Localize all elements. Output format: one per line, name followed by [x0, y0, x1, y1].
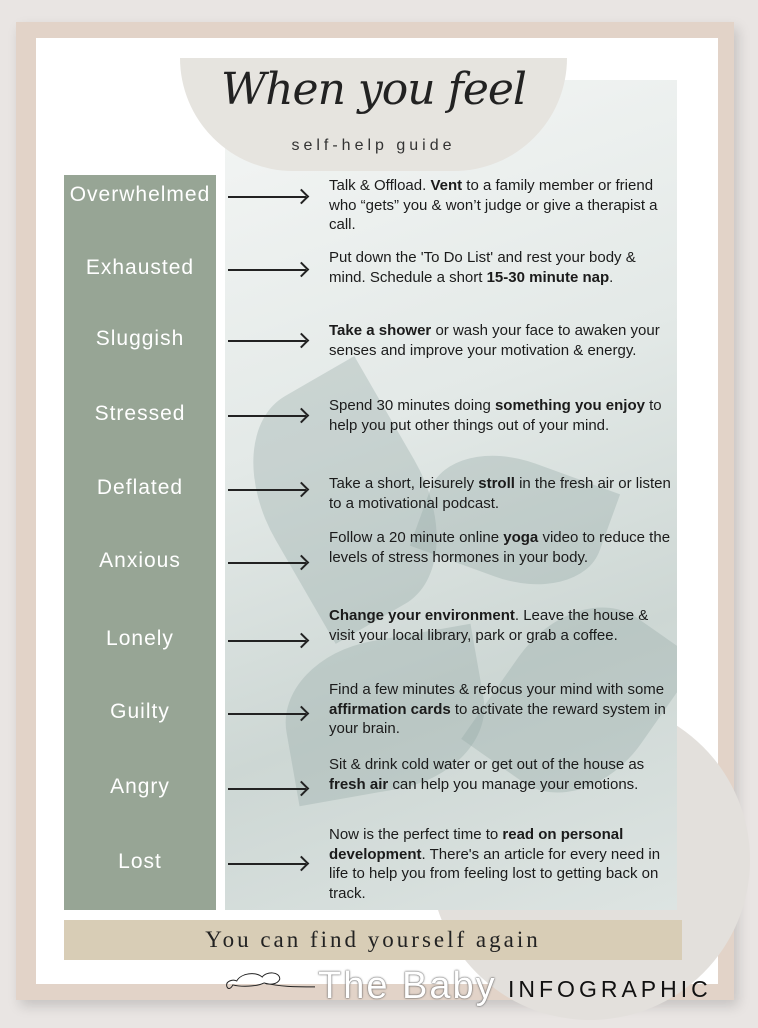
advice-emphasis: stroll — [478, 475, 515, 492]
arrow-right-icon — [228, 269, 306, 271]
feeling-label: Lonely — [106, 627, 174, 650]
arrow-right-icon — [228, 863, 306, 865]
feeling-label: Exhausted — [85, 256, 195, 279]
feeling-label: Stressed — [94, 402, 186, 425]
advice-segment: to help you put other things out of your mind. — [329, 397, 662, 434]
advice-text — [329, 528, 674, 567]
feeling-label: Overwhelmed — [69, 183, 211, 206]
arrow-right-icon — [228, 340, 306, 342]
watermark-the-baby: The Baby — [318, 965, 497, 1007]
sleeping-baby-line-icon — [225, 966, 315, 996]
advice-text — [329, 680, 674, 739]
advice-segment: can help you manage your emotions. — [388, 775, 639, 793]
advice-emphasis: Take a shower — [329, 322, 432, 339]
arrow-right-icon — [228, 415, 306, 417]
arrow-right-icon — [228, 788, 306, 790]
arrow-right-icon — [228, 713, 306, 715]
advice-segment: Follow a 20 minute online — [329, 529, 504, 546]
advice-text — [329, 825, 674, 903]
advice-text — [329, 755, 674, 794]
advice-emphasis: yoga — [503, 529, 539, 546]
feelings-column — [64, 175, 216, 910]
feeling-label: Guilty — [110, 700, 170, 723]
advice-text — [329, 321, 674, 360]
advice-segment: to activate the reward system in your brain. — [329, 700, 666, 737]
feeling-label: Lost — [118, 850, 162, 873]
feeling-label: Deflated — [96, 476, 184, 499]
advice-segment: Spend 30 minutes doing — [329, 397, 495, 414]
watermark-infographic: INFOGRAPHIC — [508, 976, 712, 1002]
advice-segment: Sit & drink cold water or get out of the house as — [329, 756, 645, 773]
arrow-right-icon — [228, 562, 306, 564]
advice-segment: video to reduce the levels of stress hormones in your body. — [329, 529, 671, 566]
advice-segment: Find a few minutes & refocus your mind with some — [329, 681, 665, 698]
advice-segment: Put down the 'To Do List' and rest your body & mind. Schedule a short — [329, 249, 636, 286]
feeling-label: Angry — [110, 775, 170, 798]
advice-text — [329, 248, 674, 287]
advice-segment: or wash your face to awaken your senses and improve your motivation & energy. — [329, 322, 660, 359]
feeling-label: Anxious — [99, 549, 181, 572]
advice-text — [329, 176, 674, 235]
arrow-right-icon — [228, 489, 306, 491]
bottom-banner: You can find yourself again — [64, 920, 682, 960]
advice-text — [329, 606, 674, 645]
poster-title: When you feel — [220, 64, 527, 115]
advice-segment: . — [609, 268, 614, 286]
advice-segment: to a family member or friend who “gets” you & won’t judge or give a therapist a call. — [329, 177, 658, 233]
advice-emphasis: Change your environment — [329, 607, 515, 624]
advice-segment: . There's an article for every need in life to help you from feeling lost to getting back on track. — [329, 845, 661, 902]
advice-emphasis: Vent — [430, 177, 463, 194]
advice-segment: Talk & Offload. — [329, 177, 431, 194]
advice-text — [329, 474, 674, 513]
arrow-right-icon — [228, 640, 306, 642]
advice-segment: Now is the perfect time to — [329, 826, 503, 843]
advice-emphasis: affirmation cards — [329, 700, 451, 718]
arrow-right-icon — [228, 196, 306, 198]
advice-emphasis: read on personal development — [329, 826, 624, 863]
advice-emphasis: something you enjoy — [494, 397, 645, 414]
advice-segment: in the fresh air or listen to a motivational podcast. — [329, 475, 671, 512]
advice-emphasis: fresh air — [329, 775, 389, 793]
leaf-shape — [410, 433, 620, 607]
poster-subtitle: self-help guide — [291, 137, 456, 154]
advice-text — [329, 396, 674, 435]
feeling-label: Sluggish — [95, 327, 185, 350]
advice-segment: . Leave the house & visit your local library, park or grab a coffee. — [329, 607, 649, 644]
advice-segment: Take a short, leisurely — [329, 475, 479, 492]
advice-emphasis: 15-30 minute nap — [486, 268, 610, 286]
